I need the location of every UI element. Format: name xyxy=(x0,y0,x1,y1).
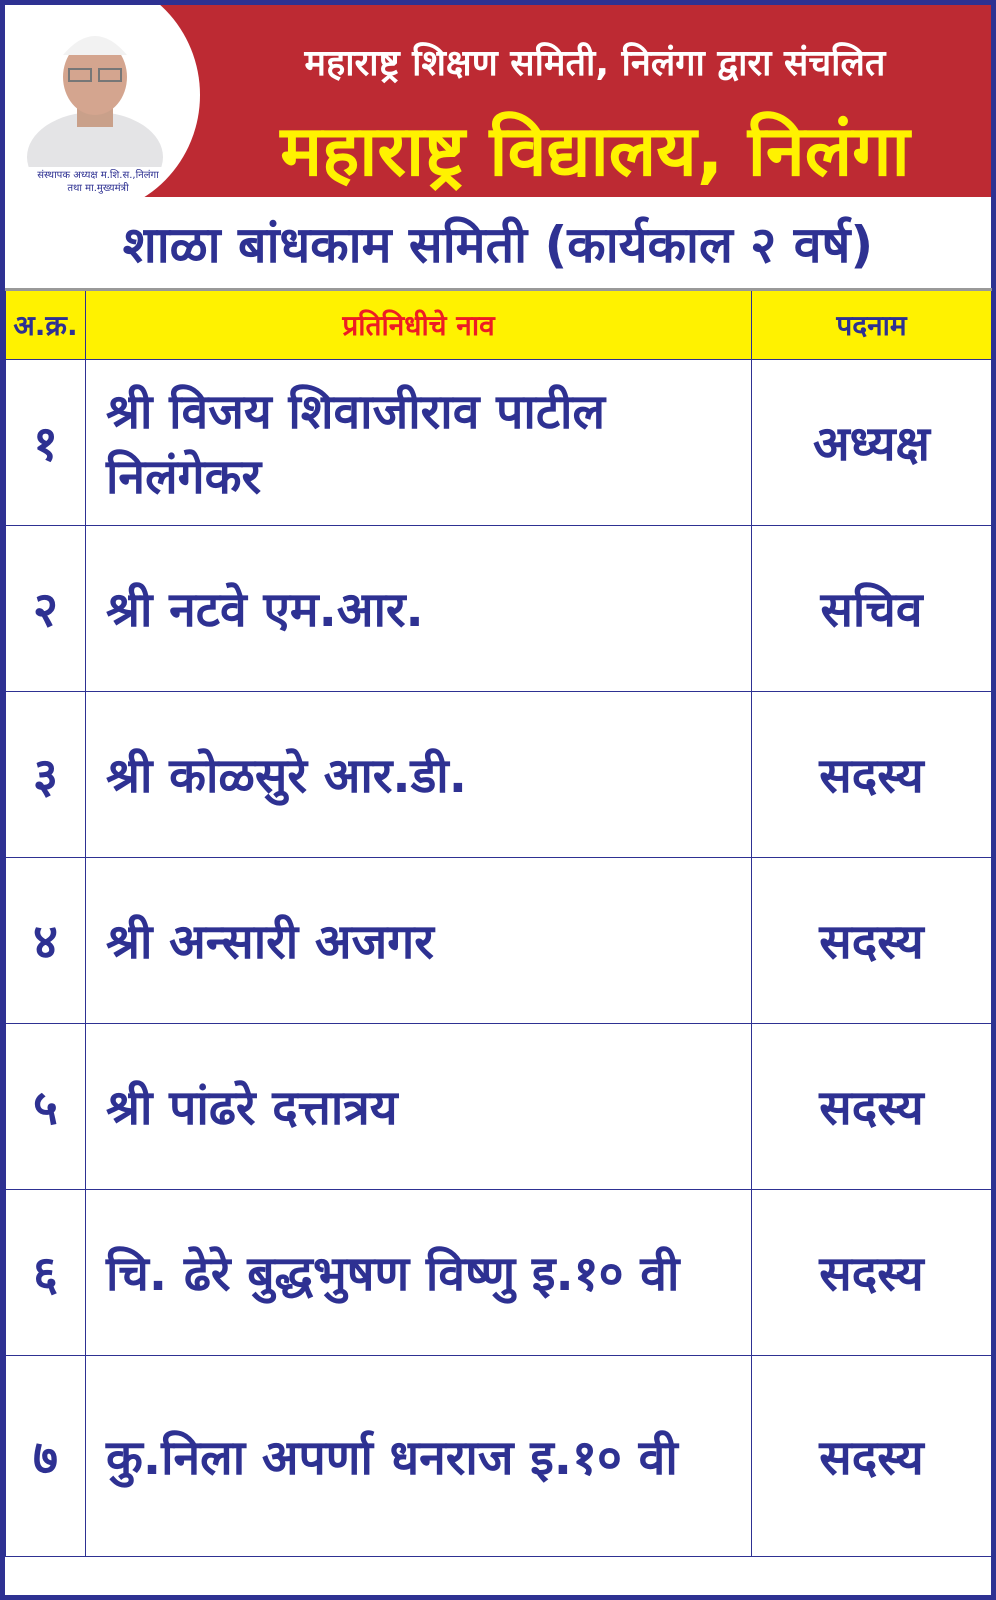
serial-cell: २ xyxy=(6,526,86,692)
table-row xyxy=(6,526,992,692)
name-cell: श्री कोळसुरे आर.डी. xyxy=(86,692,752,858)
committee-title: शाळा बांधकाम समिती (कार्यकाल २ वर्ष) xyxy=(122,216,874,274)
designation-cell: अध्यक्ष xyxy=(752,360,992,526)
org-line: महाराष्ट्र शिक्षण समिती, निलंगा द्वारा संचलित xyxy=(304,43,886,84)
table-row xyxy=(6,692,992,858)
designation-cell: सदस्य xyxy=(752,692,992,858)
designation-cell: सदस्य xyxy=(752,1190,992,1356)
caption-line-1: संस्थापक अध्यक्ष म.शि.स.,निलंगा xyxy=(37,170,159,181)
name-cell: कु.निला अपर्णा धनराज इ.१० वी xyxy=(86,1356,752,1557)
serial-cell: ६ xyxy=(6,1190,86,1356)
header xyxy=(5,5,991,197)
name-cell: श्री नटवे एम.आर. xyxy=(86,526,752,692)
serial-cell: ३ xyxy=(6,692,86,858)
designation-cell: सदस्य xyxy=(752,1024,992,1190)
name-cell: श्री पांढरे दत्तात्रय xyxy=(86,1024,752,1190)
table-row xyxy=(6,1190,992,1356)
serial-cell: ५ xyxy=(6,1024,86,1190)
designation-cell: सचिव xyxy=(752,526,992,692)
founder-portrait xyxy=(25,17,165,167)
serial-cell: ४ xyxy=(6,858,86,1024)
name-cell: श्री विजय शिवाजीराव पाटील निलंगेकर xyxy=(86,360,752,526)
table-row xyxy=(6,858,992,1024)
name-cell: श्री अन्सारी अजगर xyxy=(86,858,752,1024)
table-row xyxy=(6,1356,992,1557)
designation-cell: सदस्य xyxy=(752,1356,992,1557)
designation-cell: सदस्य xyxy=(752,858,992,1024)
school-name: महाराष्ट्र विद्यालय, निलंगा xyxy=(280,110,910,192)
col-serial: अ.क्र. xyxy=(6,290,86,360)
serial-cell: १ xyxy=(6,360,86,526)
name-cell: चि. ढेरे बुद्धभुषण विष्णु इ.१० वी xyxy=(86,1190,752,1356)
table-header xyxy=(6,290,992,360)
committee-table xyxy=(5,288,992,1557)
caption-line-2: तथा मा.मुख्यमंत्री xyxy=(67,183,129,194)
photo-caption xyxy=(13,169,183,195)
col-name: प्रतिनिधीचे नाव xyxy=(86,290,752,360)
col-designation: पदनाम xyxy=(752,290,992,360)
table-row xyxy=(6,360,992,526)
table-row xyxy=(6,1024,992,1190)
serial-cell: ७ xyxy=(6,1356,86,1557)
